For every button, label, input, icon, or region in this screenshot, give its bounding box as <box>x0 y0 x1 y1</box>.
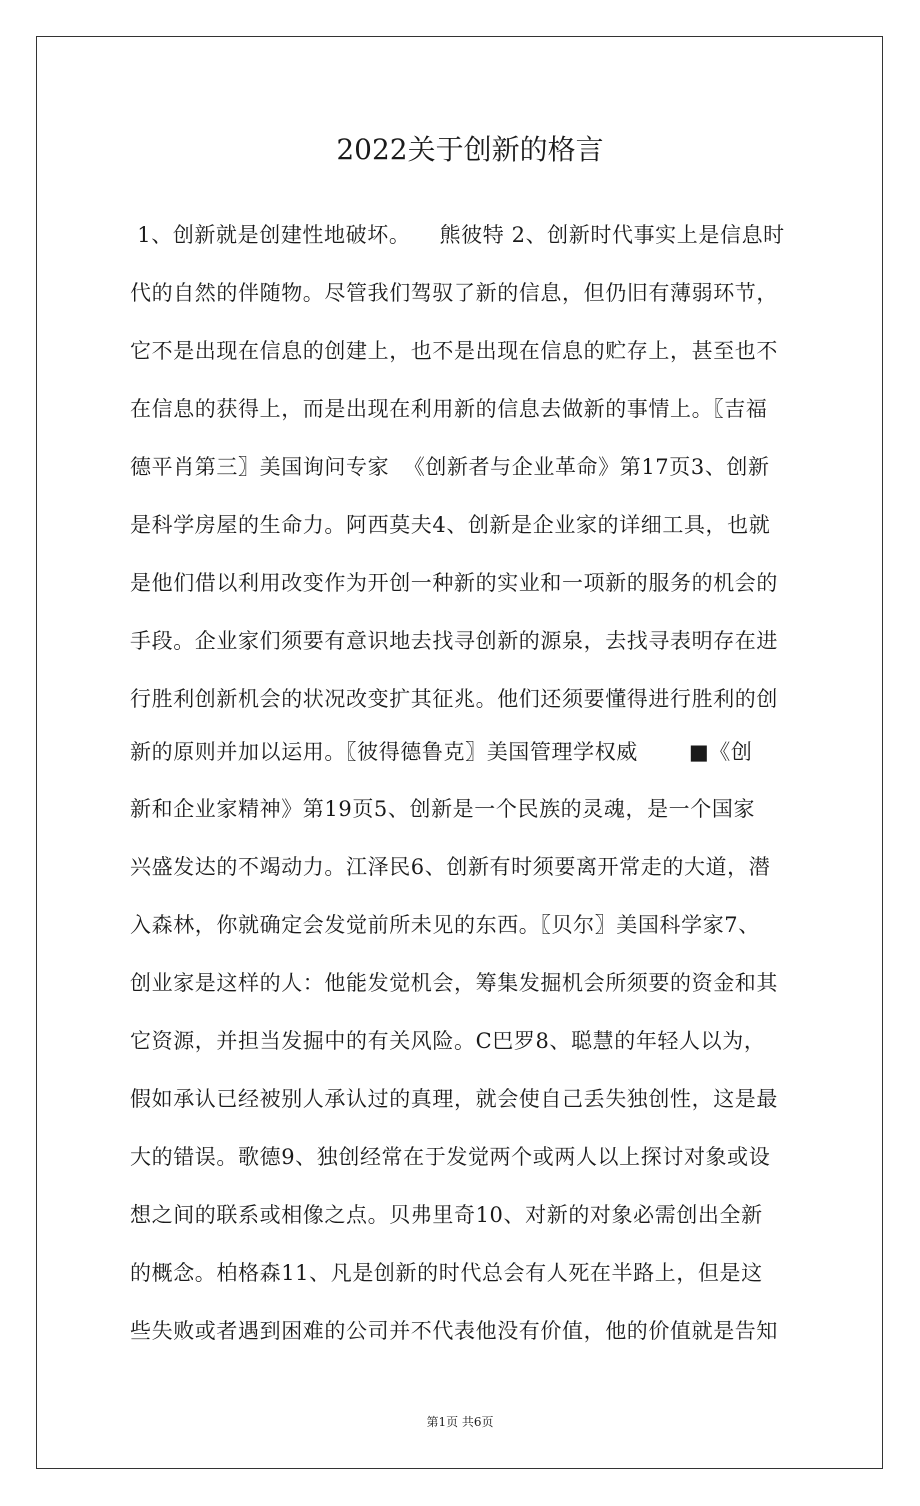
body-line-3: 它不是出现在信息的创建上，也不是出现在信息的贮存上，甚至也不 <box>130 339 778 363</box>
body-line-19: 的概念。柏格森11、凡是创新的时代总会有人死在半路上，但是这 <box>130 1261 763 1285</box>
body-line-9: 行胜利创新机会的状况改变扩其征兆。他们还须要懂得进行胜利的创 <box>130 687 778 711</box>
body-line-4: 在信息的获得上，而是出现在利用新的信息去做新的事情上。〖吉福 <box>130 397 768 421</box>
body-line-8: 手段。企业家们须要有意识地去找寻创新的源泉，去找寻表明存在进 <box>130 629 778 653</box>
body-line-7: 是他们借以利用改变作为开创一种新的实业和一项新的服务的机会的 <box>130 571 778 595</box>
body-line-12: 兴盛发达的不竭动力。江泽民6、创新有时须要离开常走的大道，潜 <box>130 855 771 879</box>
body-line-13: 入森林，你就确定会发觉前所未见的东西。〖贝尔〗美国科学家7、 <box>130 913 760 937</box>
body-line-10: 新的原则并加以运用。〖彼得德鲁克〗美国管理学权威 ■《创 <box>130 740 753 764</box>
page-number-footer: 第1页 共6页 <box>426 1415 494 1429</box>
body-line-11: 新和企业家精神》第19页5、创新是一个民族的灵魂，是一个国家 <box>130 797 756 821</box>
body-line-14: 创业家是这样的人：他能发觉机会，筹集发掘机会所须要的资金和其 <box>130 971 778 995</box>
body-line-16: 假如承认已经被别人承认过的真理，就会使自己丢失独创性，这是最 <box>130 1087 778 1111</box>
body-line-18: 想之间的联系或相像之点。贝弗里奇10、对新的对象必需创出全新 <box>130 1203 763 1227</box>
body-line-1: 1、创新就是创建性地破坏。 熊彼特 2、创新时代事实上是信息时 <box>130 223 785 247</box>
body-line-20: 些失败或者遇到困难的公司并不代表他没有价值，他的价值就是告知 <box>130 1319 778 1343</box>
body-line-2: 代的自然的伴随物。尽管我们驾驭了新的信息，但仍旧有薄弱环节， <box>130 281 778 305</box>
body-line-17: 大的错误。歌德9、独创经常在于发觉两个或两人以上探讨对象或设 <box>130 1145 771 1169</box>
document-title: 2022关于创新的格言 <box>336 133 604 166</box>
body-line-15: 它资源，并担当发掘中的有关风险。C巴罗8、聪慧的年轻人以为， <box>130 1029 766 1053</box>
body-line-6: 是科学房屋的生命力。阿西莫夫4、创新是企业家的详细工具，也就 <box>130 513 771 537</box>
body-line-5: 德平肖第三〗美国询问专家 《创新者与企业革命》第17页3、创新 <box>130 455 770 479</box>
